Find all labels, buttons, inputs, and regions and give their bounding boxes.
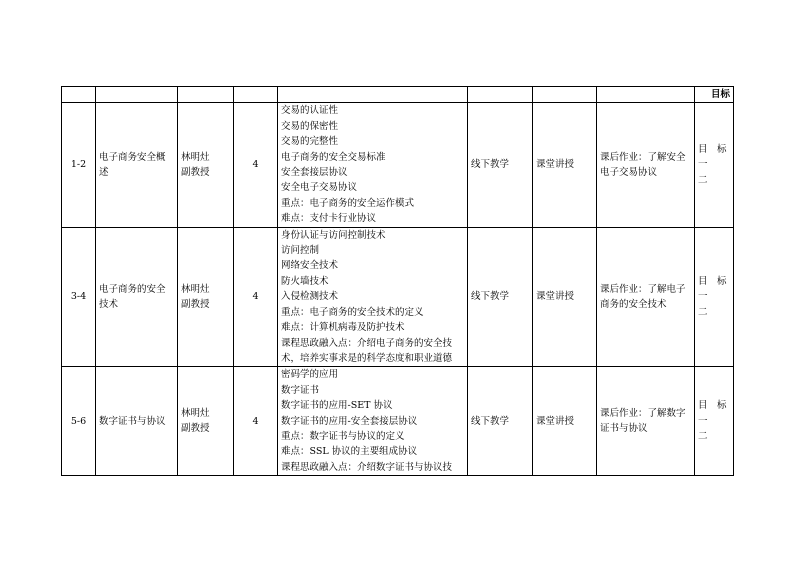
content-cell	[278, 367, 468, 476]
goal-line: 一	[698, 415, 708, 427]
content-line: 访问控制	[281, 245, 320, 257]
goal-line: 目 标	[698, 400, 727, 412]
content-line: 难点：计算机病毒及防护技术	[281, 322, 405, 334]
syllabus-table	[61, 86, 734, 476]
topic-cell: 电子商务安全概述	[96, 103, 178, 227]
content-line: 入侵检测技术	[281, 291, 339, 303]
goal-line: 二	[698, 430, 708, 442]
content-line: 难点：SSL 协议的主要组成协议	[281, 446, 418, 458]
content-line: 身份认证与访问控制技术	[281, 229, 386, 241]
content-line: 重点：电子商务的安全技术的定义	[281, 306, 424, 318]
session-number: 3-4	[62, 227, 96, 367]
goal-cell	[695, 367, 734, 476]
content-line: 难点：支付卡行业协议	[281, 213, 377, 225]
content-line: 交易的完整性	[281, 136, 339, 148]
goal-line: 二	[698, 174, 708, 186]
topic-cell: 电子商务的安全技术	[96, 227, 178, 367]
goal-line: 一	[698, 159, 708, 171]
homework-cell: 课后作业：了解安全电子交易协议	[597, 103, 695, 227]
content-line: 安全套接层协议	[281, 167, 348, 179]
header-cell	[62, 87, 96, 103]
teacher-title: 副教授	[181, 167, 210, 179]
header-cell	[96, 87, 178, 103]
teacher-name: 林明灶	[181, 151, 210, 163]
hours-cell: 4	[234, 227, 278, 367]
content-line: 安全电子交易协议	[281, 182, 358, 194]
content-cell	[278, 103, 468, 227]
content-line: 数字证书的应用-安全套接层协议	[281, 415, 418, 427]
header-cell	[234, 87, 278, 103]
goal-line: 一	[698, 291, 708, 303]
mode-cell: 线下教学	[468, 227, 533, 367]
teacher-cell	[178, 367, 234, 476]
content-line: 数字证书的应用-SET 协议	[281, 400, 393, 412]
homework-cell: 课后作业：了解数字证书与协议	[597, 367, 695, 476]
teacher-name: 林明灶	[181, 283, 210, 295]
content-line: 重点：电子商务的安全运作模式	[281, 197, 415, 209]
content-line: 电子商务的安全交易标准	[281, 151, 386, 163]
teacher-cell	[178, 227, 234, 367]
content-line: 数字证书	[281, 384, 320, 396]
method-cell: 课堂讲授	[533, 103, 597, 227]
goal-line: 二	[698, 306, 708, 318]
header-cell	[178, 87, 234, 103]
hours-cell: 4	[234, 367, 278, 476]
goal-cell	[695, 227, 734, 367]
content-line: 防火墙技术	[281, 275, 329, 287]
content-line: 网络安全技术	[281, 260, 339, 272]
method-cell: 课堂讲授	[533, 367, 597, 476]
header-cell	[468, 87, 533, 103]
teacher-title: 副教授	[181, 298, 210, 310]
header-cell	[533, 87, 597, 103]
header-cell	[278, 87, 468, 103]
hours-cell: 4	[234, 103, 278, 227]
table-row	[62, 227, 734, 367]
method-cell: 课堂讲授	[533, 227, 597, 367]
goal-line: 目 标	[698, 275, 727, 287]
table-row	[62, 367, 734, 476]
homework-cell: 课后作业：了解电子商务的安全技术	[597, 227, 695, 367]
content-cell	[278, 227, 468, 367]
goal-cell	[695, 103, 734, 227]
teacher-title: 副教授	[181, 423, 210, 435]
header-cell	[597, 87, 695, 103]
mode-cell: 线下教学	[468, 103, 533, 227]
content-line: 密码学的应用	[281, 369, 339, 381]
goal-header: 目标	[695, 87, 734, 103]
topic-cell: 数字证书与协议	[96, 367, 178, 476]
content-line: 课程思政融入点：介绍数字证书与协议技	[281, 461, 453, 473]
content-line: 交易的认证性	[281, 105, 339, 117]
mode-cell: 线下教学	[468, 367, 533, 476]
teacher-cell	[178, 103, 234, 227]
table-row	[62, 103, 734, 227]
teacher-name: 林明灶	[181, 407, 210, 419]
content-line: 术，培养实事求是的科学态度和职业道德	[281, 352, 453, 364]
content-line: 课程思政融入点：介绍电子商务的安全技	[281, 337, 453, 349]
session-number: 1-2	[62, 103, 96, 227]
session-number: 5-6	[62, 367, 96, 476]
goal-line: 目 标	[698, 143, 727, 155]
header-row	[62, 87, 734, 103]
content-line: 交易的保密性	[281, 120, 339, 132]
content-line: 重点：数字证书与协议的定义	[281, 430, 405, 442]
